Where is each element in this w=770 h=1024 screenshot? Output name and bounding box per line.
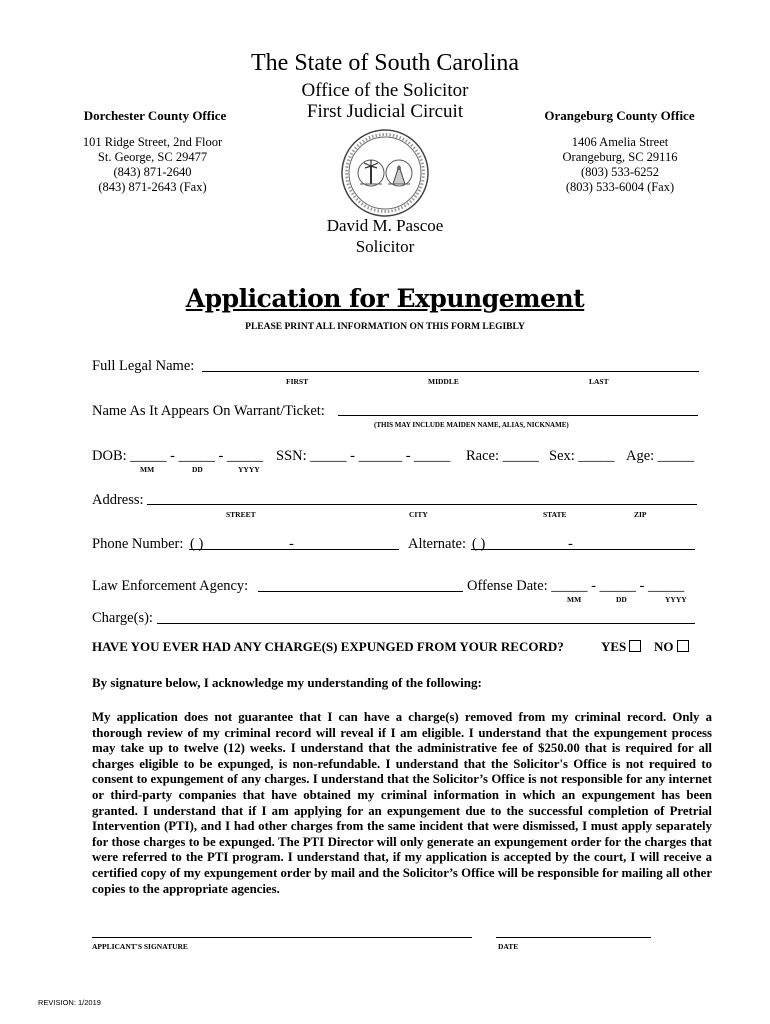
charges-label: Charge(s):	[92, 610, 153, 626]
orangeburg-phone: (803) 533-6252	[580, 165, 660, 179]
form-instruction: PLEASE PRINT ALL INFORMATION ON THIS FORM LEGIBLY	[245, 322, 525, 332]
terms-paragraph: My application does not guarantee that I can have a charge(s) removed from my criminal record. Only a thorough review of my criminal record will reveal if I am eligible. I understand that the expungement process may take up to twelve (12) weeks. I understand that the administrative fee of $250.00 that is required for all charges eligible to be expunged, is non-refundable. I understand that the Solicitor's Office is not required to consent to expungement of any charges. I understand that the Solicitor’s Office is not responsible for any internet or third-party companies that have obtained my criminal information in which an expungement has been granted. I understand that if I am applying for an expungement due to the successful completion of Pretrial Intervention (PTI), and I had other charges from the same incident that were dismissed, I must apply separately for those charges to be expunged. The PTI Director will only generate an expungement order for the charges that were referred to the PTI program. I understand that, if my application is accepted by the court, I will receive a certified copy of my expungement order by mail and the Solicitor’s Office will be responsible for mailing all other copies to the appropriate agencies.	[92, 710, 712, 896]
page-title: The State of South Carolina	[251, 50, 519, 76]
offense-mm-caption: MM	[567, 595, 582, 604]
orangeburg-city: Orangeburg, SC 29116	[562, 150, 678, 164]
middle-name-caption: MIDDLE	[428, 377, 459, 386]
solicitor-name: David M. Pascoe	[326, 216, 444, 235]
alternate-paren: ( )	[472, 536, 486, 552]
alternate-phone-field[interactable]	[471, 549, 695, 550]
signature-field[interactable]	[92, 937, 472, 938]
acknowledge-text: By signature below, I acknowledge my understanding of the following:	[92, 675, 482, 690]
dob-yyyy-caption: YYYY	[238, 465, 260, 474]
expunged-question: HAVE YOU EVER HAD ANY CHARGE(S) EXPUNGED FROM YOUR RECORD?	[92, 639, 564, 654]
zip-caption: ZIP	[634, 510, 647, 519]
address-label: Address:	[92, 492, 144, 508]
charges-field[interactable]	[157, 623, 695, 624]
dorchester-fax: (843) 871-2643 (Fax)	[98, 180, 207, 194]
last-name-caption: LAST	[589, 377, 609, 386]
race-field[interactable]: Race: _____	[466, 448, 539, 464]
no-label: NO	[654, 639, 674, 654]
yes-checkbox[interactable]	[629, 640, 641, 652]
orangeburg-fax: (803) 533-6004 (Fax)	[565, 180, 675, 194]
street-caption: STREET	[226, 510, 256, 519]
phone-dash: -	[289, 536, 294, 552]
form-heading: Application for Expungement	[185, 284, 585, 313]
state-seal-icon	[340, 128, 430, 218]
yes-label: YES	[601, 639, 627, 654]
first-name-caption: FIRST	[286, 377, 309, 386]
dob-dd-caption: DD	[192, 465, 203, 474]
sex-field[interactable]: Sex: _____	[549, 448, 615, 464]
orangeburg-address	[530, 135, 710, 195]
offense-dd-caption: DD	[616, 595, 627, 604]
no-option[interactable]	[654, 639, 689, 655]
warrant-name-label: Name As It Appears On Warrant/Ticket:	[92, 403, 325, 419]
dorchester-city: St. George, SC 29477	[97, 150, 208, 164]
dorchester-office-name: Dorchester County Office	[83, 108, 227, 123]
age-field[interactable]: Age: _____	[626, 448, 695, 464]
solicitor-title: Solicitor	[355, 237, 415, 256]
city-caption: CITY	[409, 510, 428, 519]
full-legal-name-field[interactable]	[202, 371, 699, 372]
dorchester-address	[60, 135, 245, 195]
full-legal-name-label: Full Legal Name:	[92, 358, 195, 374]
signature-caption: APPLICANT'S SIGNATURE	[92, 942, 188, 951]
no-checkbox[interactable]	[677, 640, 689, 652]
offense-yyyy-caption: YYYY	[665, 595, 687, 604]
agency-label: Law Enforcement Agency:	[92, 578, 249, 594]
phone-label: Phone Number:	[92, 536, 184, 552]
state-caption: STATE	[543, 510, 567, 519]
orangeburg-office-name: Orangeburg County Office	[544, 108, 695, 123]
ssn-field[interactable]: SSN: _____ - ______ - _____	[276, 448, 451, 464]
yes-option[interactable]	[601, 639, 641, 655]
address-field[interactable]	[147, 504, 697, 505]
agency-field[interactable]	[258, 591, 463, 592]
office-title: Office of the Solicitor	[301, 80, 469, 101]
phone-paren: ( )	[190, 536, 204, 552]
circuit-title: First Judicial Circuit	[306, 101, 464, 122]
alternate-label: Alternate:	[408, 536, 466, 552]
warrant-note: (THIS MAY INCLUDE MAIDEN NAME, ALIAS, NICKNAME)	[374, 421, 569, 429]
dorchester-street: 101 Ridge Street, 2nd Floor	[82, 135, 223, 149]
date-caption: DATE	[498, 942, 519, 951]
dob-mm-caption: MM	[140, 465, 155, 474]
warrant-name-field[interactable]	[338, 415, 698, 416]
offense-date-field[interactable]: Offense Date: _____ - _____ - _____	[467, 578, 685, 594]
phone-field[interactable]	[189, 549, 399, 550]
dob-field[interactable]: DOB: _____ - _____ - _____	[92, 448, 264, 464]
dorchester-phone: (843) 871-2640	[113, 165, 192, 179]
date-field[interactable]	[496, 937, 651, 938]
revision-footer: REVISION: 1/2019	[38, 998, 101, 1007]
alternate-dash: -	[568, 536, 573, 552]
orangeburg-street: 1406 Amelia Street	[571, 135, 669, 149]
